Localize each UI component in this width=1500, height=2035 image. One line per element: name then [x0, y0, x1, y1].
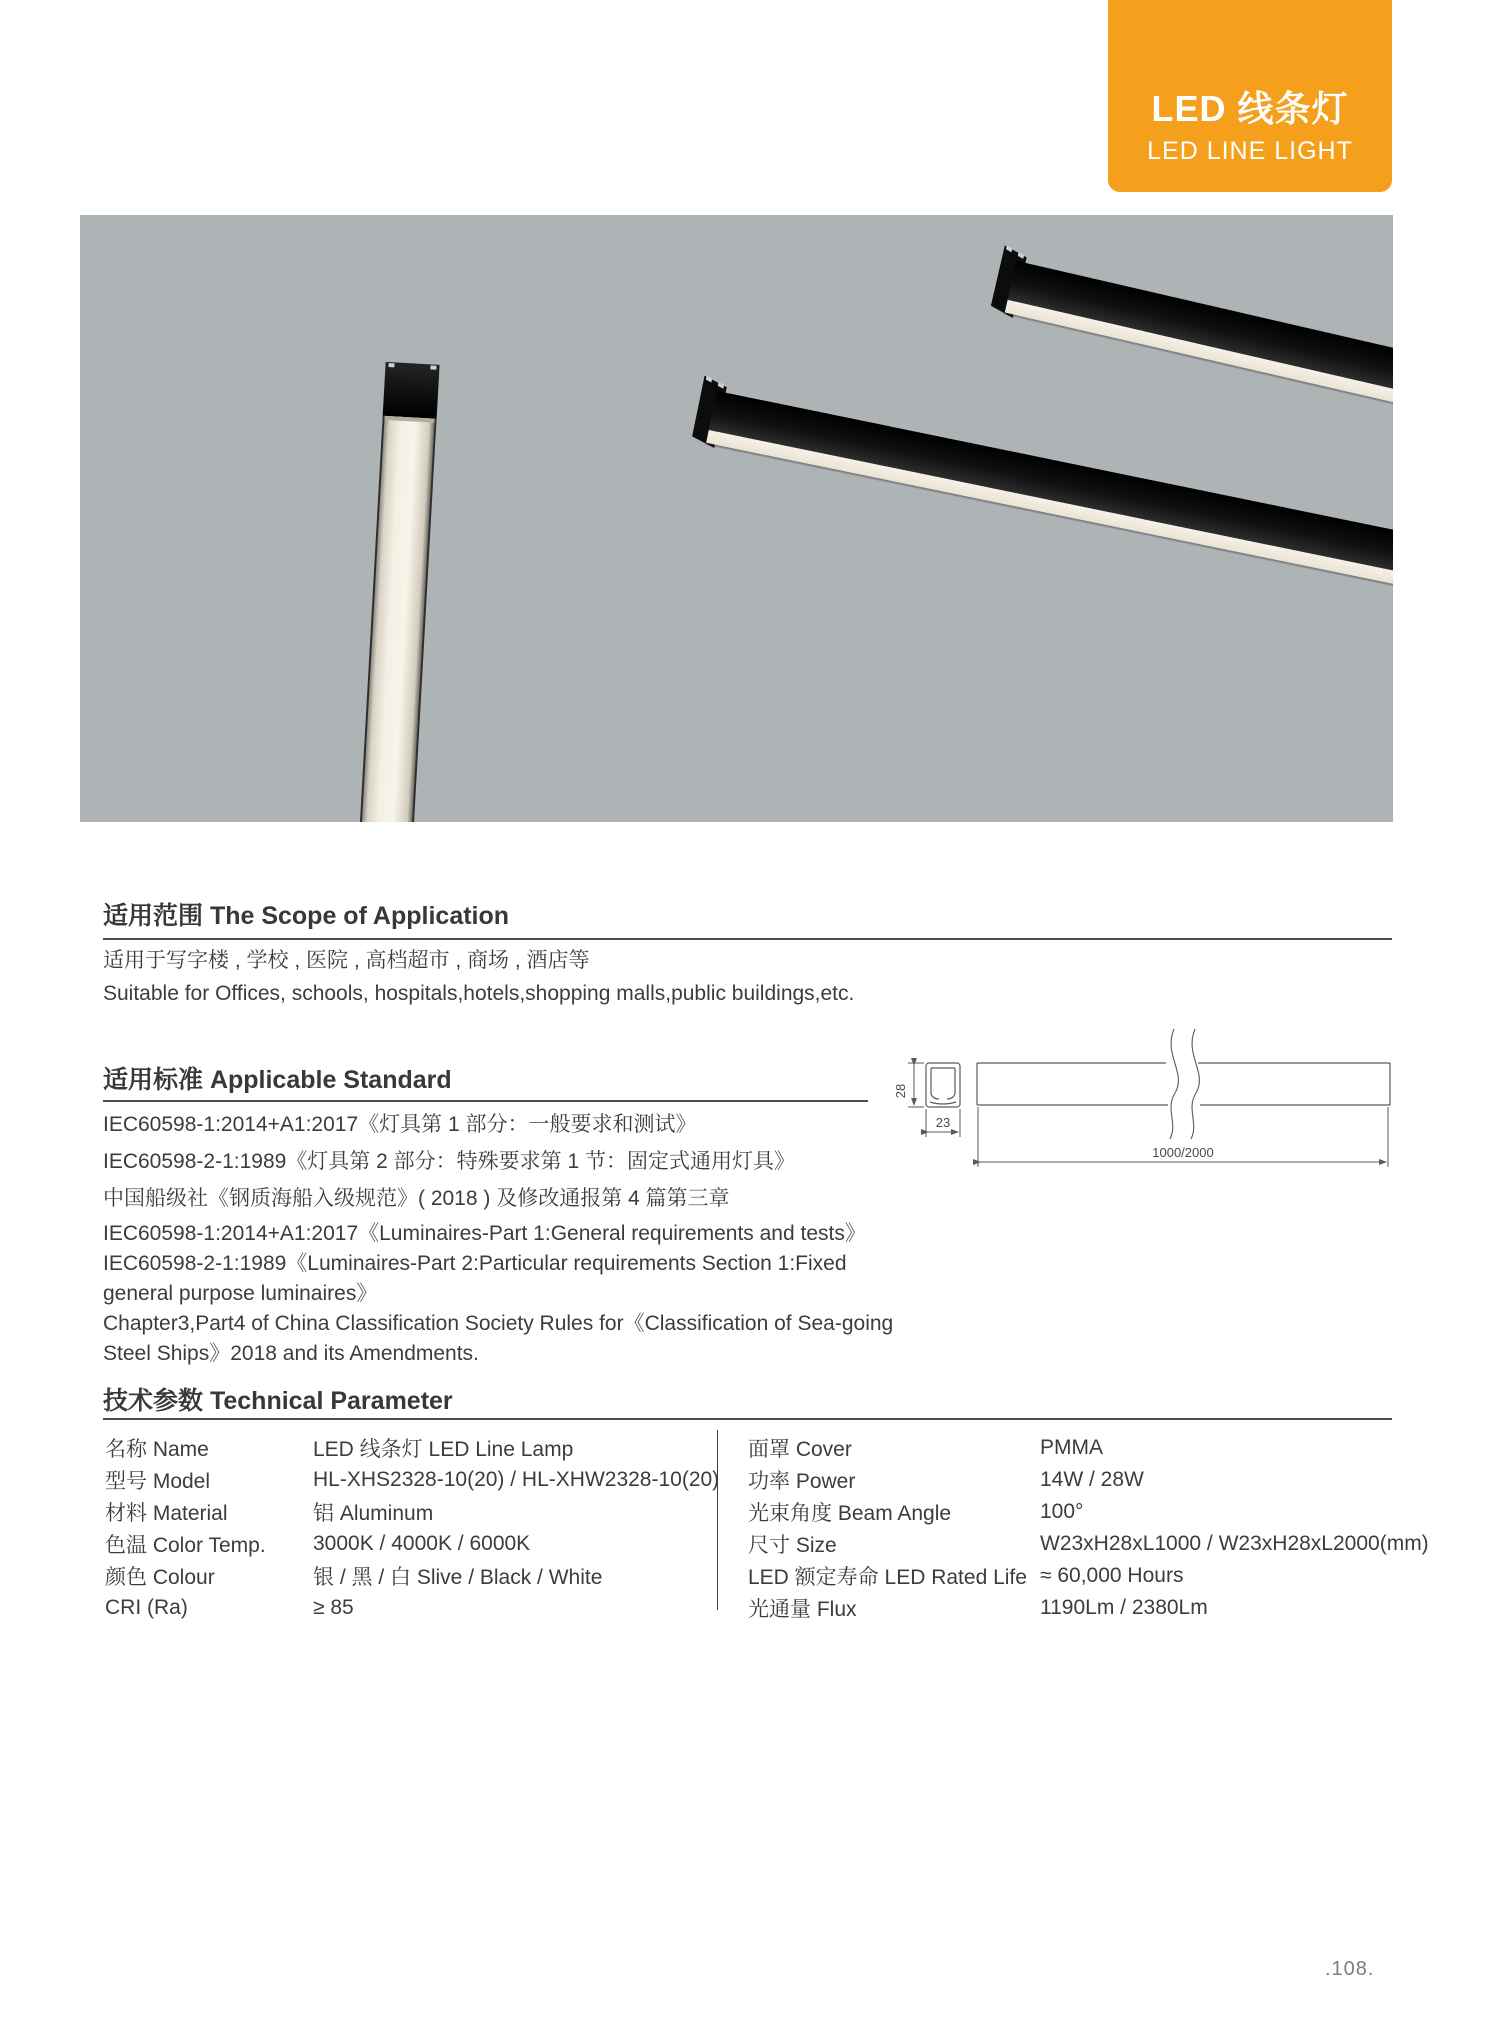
vertical-light-diffuser	[358, 416, 436, 822]
mount-clip	[388, 363, 394, 367]
spec-row	[748, 1592, 1429, 1624]
product-photo	[80, 215, 1393, 822]
height-dimension-label: 28	[893, 1083, 908, 1099]
scope-heading-rule	[103, 938, 1392, 940]
banner-title-zh: LED 线条灯	[1151, 88, 1349, 130]
spec-row	[748, 1528, 1429, 1560]
tech-section-heading: 技术参数 Technical Parameter	[103, 1387, 453, 1415]
standard-line: IEC60598-2-1:1989《灯具第 2 部分：特殊要求第 1 节：固定式通用灯具》	[103, 1150, 795, 1173]
spec-row	[748, 1432, 1429, 1464]
spec-label: 名称 Name	[105, 1438, 209, 1461]
spec-label: CRI (Ra)	[105, 1596, 188, 1619]
length-dimension-label: 1000/2000	[1152, 1145, 1214, 1160]
spec-value: PMMA	[1040, 1436, 1103, 1459]
spec-row	[748, 1560, 1429, 1592]
spec-value: 铝 Aluminum	[313, 1502, 434, 1525]
vertical-led-light	[358, 362, 439, 822]
spec-value: W23xH28xL1000 / W23xH28xL2000(mm)	[1040, 1532, 1429, 1555]
diagonal-led-light-lower	[706, 385, 1393, 607]
spec-row	[748, 1464, 1429, 1496]
spec-value: ≈ 60,000 Hours	[1040, 1564, 1184, 1587]
standard-line: Steel Ships》2018 and its Amendments.	[103, 1342, 479, 1365]
mount-clip	[706, 376, 712, 383]
spec-label: 材料 Material	[105, 1502, 228, 1525]
spec-row	[748, 1496, 1429, 1528]
category-banner	[1108, 0, 1392, 192]
standard-section-heading: 适用标准 Applicable Standard	[103, 1066, 452, 1094]
diagonal-led-light-upper	[1004, 255, 1393, 423]
spec-table	[80, 1430, 1429, 1621]
spec-row	[105, 1464, 719, 1496]
standard-heading-rule	[103, 1100, 868, 1102]
standard-line: Chapter3,Part4 of China Classification Society Rules for《Classification of Sea-going	[103, 1312, 894, 1335]
spec-column-right	[748, 1432, 1429, 1624]
standard-line: general purpose luminaires》	[103, 1282, 378, 1305]
break-symbol	[1170, 1029, 1199, 1139]
spec-value: 3000K / 4000K / 6000K	[313, 1532, 531, 1555]
spec-row	[105, 1432, 719, 1464]
mount-clip	[1018, 252, 1024, 259]
standard-text-en	[103, 1219, 893, 1369]
scope-section-heading: 适用范围 The Scope of Application	[103, 902, 510, 930]
spec-row	[105, 1528, 719, 1560]
scope-text	[103, 944, 854, 1010]
mount-clip	[430, 365, 436, 369]
spec-value: 100°	[1040, 1500, 1084, 1523]
standard-line: 中国船级社《钢质海船入级规范》( 2018 ) 及修改通报第 4 篇第三章	[103, 1187, 730, 1210]
spec-value: 1190Lm / 2380Lm	[1040, 1596, 1208, 1619]
scope-text-en: Suitable for Offices, schools, hospitals,hotels,shopping malls,public buildings,etc.	[103, 982, 855, 1005]
scope-text-zh: 适用于写字楼 , 学校 , 医院 , 高档超市 , 商场 , 酒店等	[103, 949, 590, 972]
standard-line: IEC60598-1:2014+A1:2017《Luminaires-Part 1:General requirements and tests》	[103, 1222, 866, 1245]
standard-line: IEC60598-1:2014+A1:2017《灯具第 1 部分：一般要求和测试》	[103, 1113, 697, 1136]
side-view-bar	[977, 1063, 1390, 1105]
spec-column-left	[105, 1432, 719, 1624]
spec-label: 尺寸 Size	[748, 1534, 837, 1557]
mount-clip	[1006, 245, 1012, 252]
spec-label: 光束角度 Beam Angle	[748, 1502, 952, 1525]
spec-value: LED 线条灯 LED Line Lamp	[313, 1438, 574, 1461]
spec-value: 14W / 28W	[1040, 1468, 1144, 1491]
vertical-light-end-cap	[383, 362, 440, 419]
spec-label: 色温 Color Temp.	[105, 1534, 266, 1557]
spec-label: 功率 Power	[748, 1470, 856, 1493]
mount-clip	[718, 382, 724, 389]
spec-label: 面罩 Cover	[748, 1438, 852, 1461]
standard-text-zh	[103, 1106, 795, 1217]
spec-label: LED 额定寿命 LED Rated Life	[748, 1566, 1027, 1589]
banner-subtitle-en: LED LINE LIGHT	[1147, 137, 1353, 165]
spec-label: 颜色 Colour	[105, 1566, 215, 1589]
height-dimension	[908, 1063, 924, 1107]
spec-value: HL-XHS2328-10(20) / HL-XHW2328-10(20)	[313, 1468, 720, 1491]
spec-row	[105, 1496, 719, 1528]
page-number: .108.	[1325, 1958, 1375, 1980]
profile-cross-section	[926, 1063, 960, 1107]
spec-label: 光通量 Flux	[748, 1598, 857, 1621]
spec-value: ≥ 85	[313, 1596, 354, 1619]
spec-label: 型号 Model	[105, 1470, 211, 1493]
width-dimension-label: 23	[935, 1115, 951, 1130]
dimension-drawing	[888, 1015, 1398, 1175]
spec-value: 银 / 黑 / 白 Slive / Black / White	[313, 1566, 603, 1589]
standard-line: IEC60598-2-1:1989《Luminaires-Part 2:Particular requirements Section 1:Fixed	[103, 1252, 847, 1275]
tech-heading-rule	[103, 1418, 1392, 1420]
spec-row	[105, 1560, 719, 1592]
spec-row	[105, 1592, 719, 1624]
